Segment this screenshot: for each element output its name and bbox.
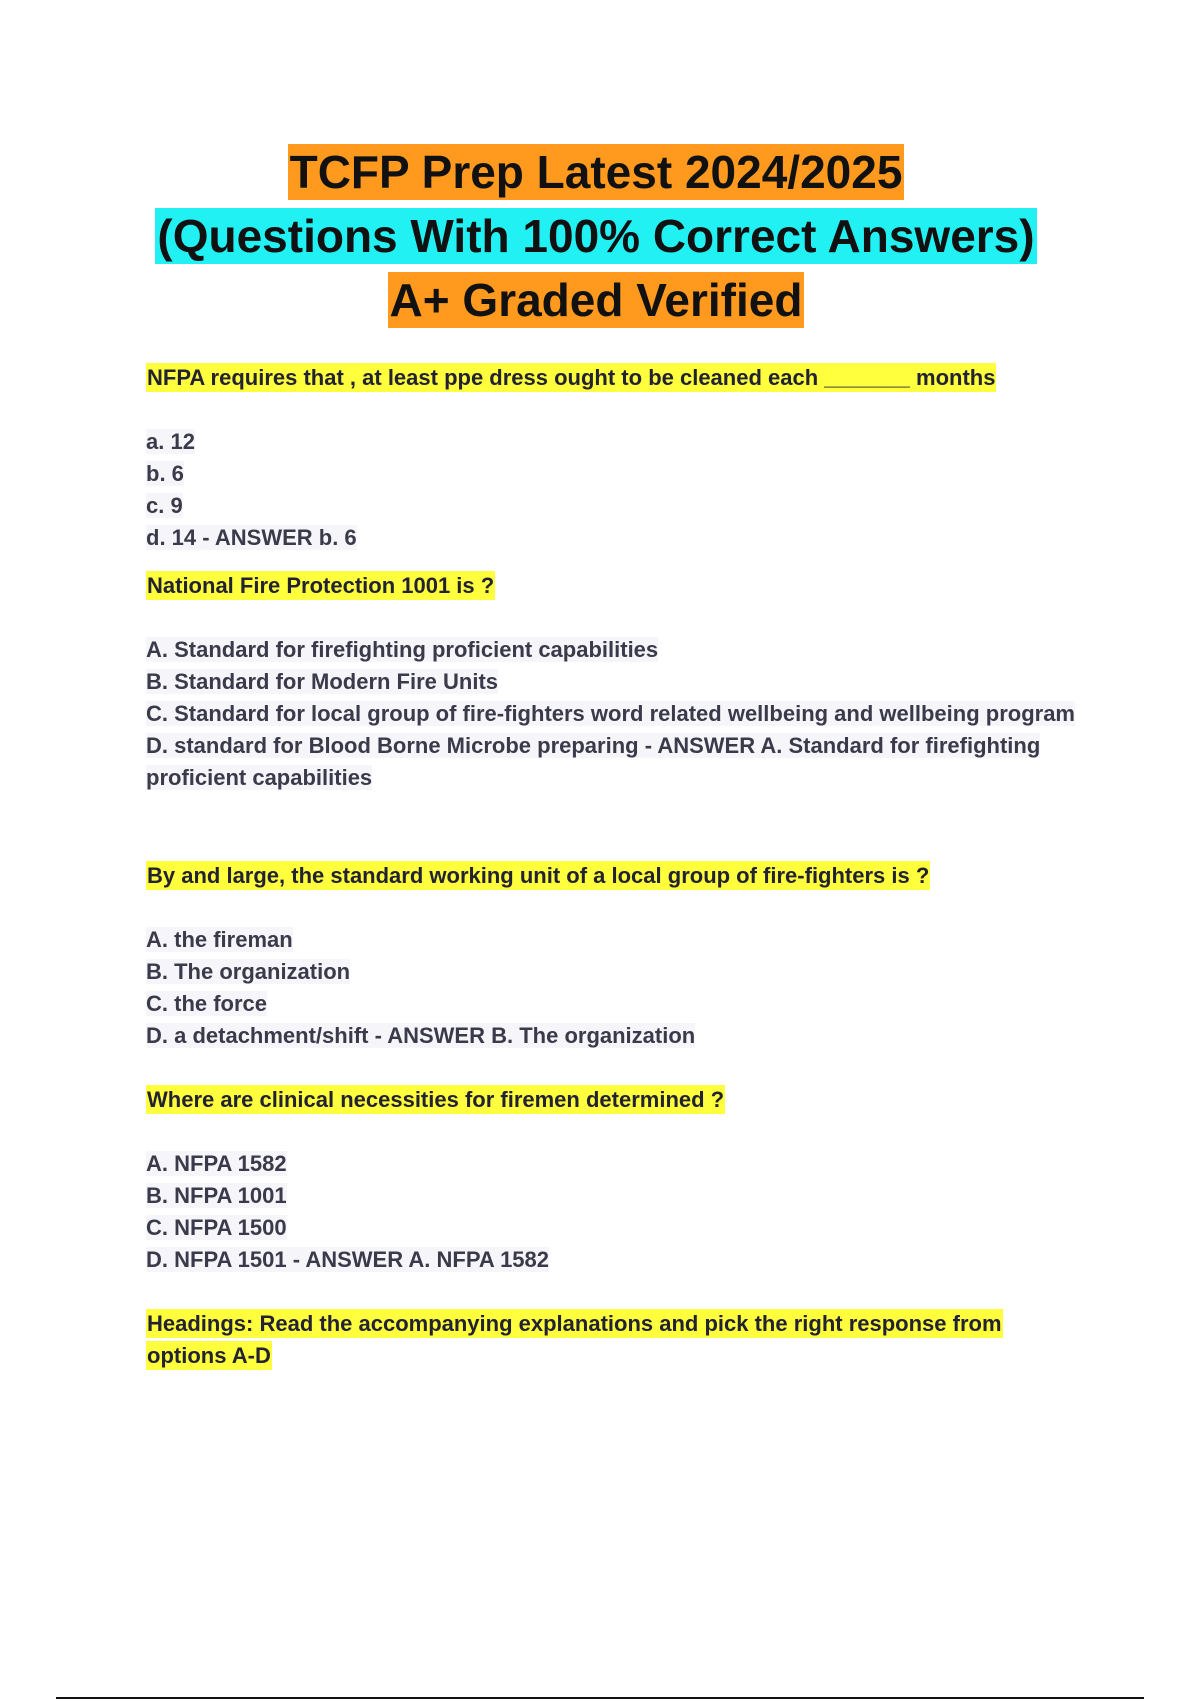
title-line-3: A+ Graded Verified (389, 274, 803, 326)
answer-options (146, 426, 1086, 554)
answer-option: C. Standard for local group of fire-fighters word related wellbeing and wellbeing program (146, 701, 1075, 726)
answer-option: D. NFPA 1501 - ANSWER A. NFPA 1582 (146, 1247, 550, 1272)
answer-option: D. a detachment/shift - ANSWER B. The organization (146, 1023, 696, 1048)
title-line-1: TCFP Prep Latest 2024/2025 (289, 146, 903, 198)
answer-option: D. standard for Blood Borne Microbe preparing - ANSWER A. Standard for firefighting proficient capabilities (146, 733, 1041, 790)
answer-option: A. Standard for firefighting proficient capabilities (146, 637, 659, 662)
instructions-block (146, 1308, 1086, 1372)
question-text: National Fire Protection 1001 is ? (147, 573, 495, 598)
question-block (146, 362, 1086, 554)
document-title (106, 140, 1086, 332)
answer-option: C. the force (146, 991, 268, 1016)
answer-options (146, 634, 1086, 794)
instructions-text: Headings: Read the accompanying explanations and pick the right response from options A-D (147, 1311, 1002, 1368)
question-text: NFPA requires that , at least ppe dress ought to be cleaned each _______ months (147, 365, 996, 390)
answer-option: B. NFPA 1001 (146, 1183, 287, 1208)
question-block (146, 860, 1086, 1052)
answer-option: b. 6 (146, 461, 184, 486)
question-block (146, 1084, 1086, 1276)
question-block (146, 570, 1086, 794)
answer-option: A. the fireman (146, 927, 293, 952)
question-text: Where are clinical necessities for firemen determined ? (147, 1087, 725, 1112)
answer-option: C. NFPA 1500 (146, 1215, 287, 1240)
answer-options (146, 924, 1086, 1052)
answer-option: B. Standard for Modern Fire Units (146, 669, 499, 694)
answer-option: d. 14 - ANSWER b. 6 (146, 525, 357, 550)
answer-option: B. The organization (146, 959, 351, 984)
answer-option: a. 12 (146, 429, 195, 454)
answer-options (146, 1148, 1086, 1276)
page-bottom-rule (56, 1697, 1144, 1699)
answer-option: c. 9 (146, 493, 183, 518)
question-text: By and large, the standard working unit of a local group of fire-fighters is ? (147, 863, 930, 888)
title-line-2: (Questions With 100% Correct Answers) (157, 210, 1035, 262)
answer-option: A. NFPA 1582 (146, 1151, 287, 1176)
